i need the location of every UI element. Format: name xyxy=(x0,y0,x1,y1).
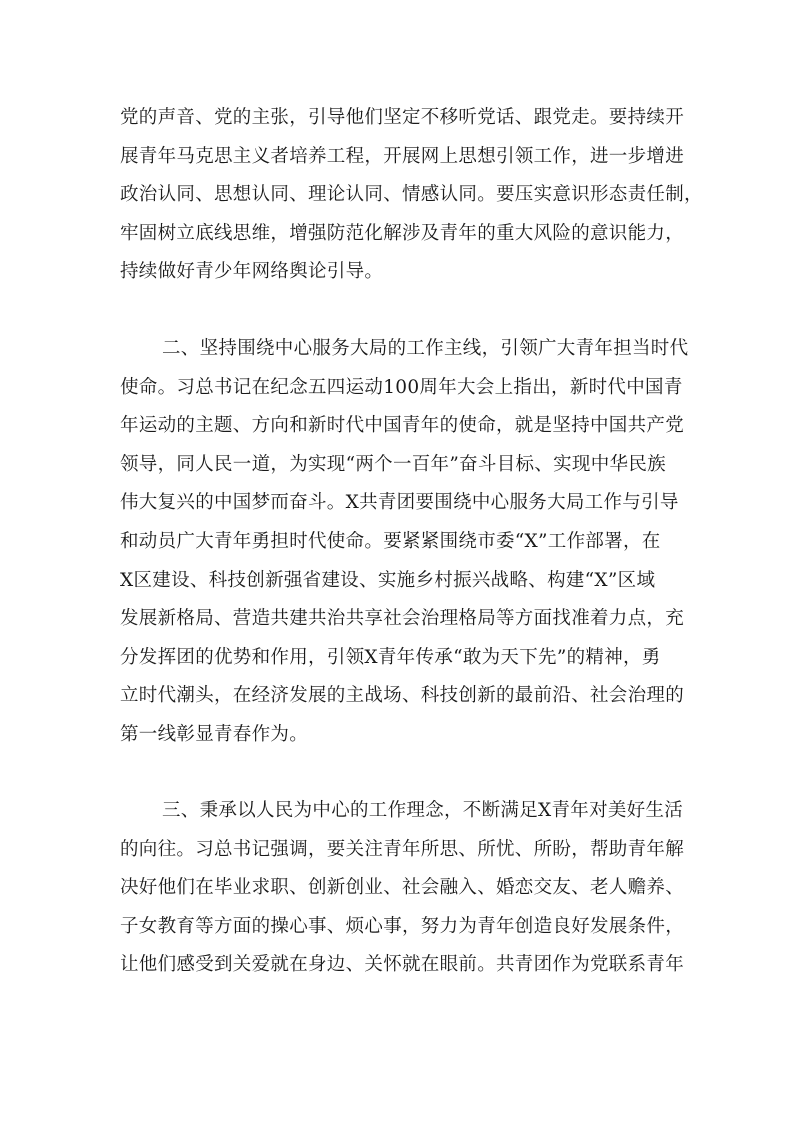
text-line: 和动员广大青年勇担时代使命。要紧紧围绕市委“X”工作部署，在 xyxy=(120,530,661,552)
text-line: 伟大复兴的中国梦而奋斗。X共青团要围绕中心服务大局工作与引导 xyxy=(120,492,679,514)
text-line: 展青年马克思主义者培养工程，开展网上思想引领工作，进一步增进 xyxy=(120,145,685,167)
text-line: 使命。习总书记在纪念五四运动100周年大会上指出，新时代中国青 xyxy=(120,376,683,398)
paragraph-1 xyxy=(120,99,703,292)
text-line: 让他们感受到关爱就在身边、关怀就在眼前。共青团作为党联系青年 xyxy=(120,954,685,976)
text-line: 分发挥团的优势和作用，引领X青年传承“敢为天下先”的精神，勇 xyxy=(120,646,661,668)
text-line: 年运动的主题、方向和新时代中国青年的使命，就是坚持中国共产党 xyxy=(120,415,685,437)
text-line: 子女教育等方面的操心事、烦心事，努力为青年创造良好发展条件， xyxy=(120,915,685,937)
text-line: 立时代潮头，在经济发展的主战场、科技创新的最前沿、社会治理的 xyxy=(120,685,685,707)
text-line: 党的声音、党的主张，引导他们坚定不移听党话、跟党走。要持续开 xyxy=(120,107,685,128)
text-line: 的向往。习总书记强调，要关注青年所思、所忧、所盼，帮助青年解 xyxy=(120,838,685,860)
text-line: 三、秉承以人民为中心的工作理念，不断满足X青年对美好生活 xyxy=(162,800,684,821)
paragraph-2 xyxy=(120,330,689,755)
text-line: X区建设、科技创新强省建设、实施乡村振兴战略、构建“X”区域 xyxy=(120,569,656,591)
text-line: 持续做好青少年网络舆论引导。 xyxy=(120,261,384,283)
text-line: 政治认同、思想认同、理论认同、情感认同。要压实意识形态责任制， xyxy=(120,184,703,206)
text-line: 发展新格局、营造共建共治共享社会治理格局等方面找准着力点，充 xyxy=(120,608,685,630)
text-line: 决好他们在毕业求职、创新创业、社会融入、婚恋交友、老人赡养、 xyxy=(120,877,685,899)
text-line: 二、坚持围绕中心服务大局的工作主线，引领广大青年担当时代 xyxy=(162,338,689,359)
text-line: 牢固树立底线思维，增强防范化解涉及青年的重大风险的意识能力， xyxy=(120,222,685,244)
paragraph-3 xyxy=(120,792,685,985)
text-line: 第一线彰显青春作为。 xyxy=(120,723,309,745)
text-line: 领导，同人民一道，为实现“两个一百年”奋斗目标、实现中华民族 xyxy=(120,453,666,475)
